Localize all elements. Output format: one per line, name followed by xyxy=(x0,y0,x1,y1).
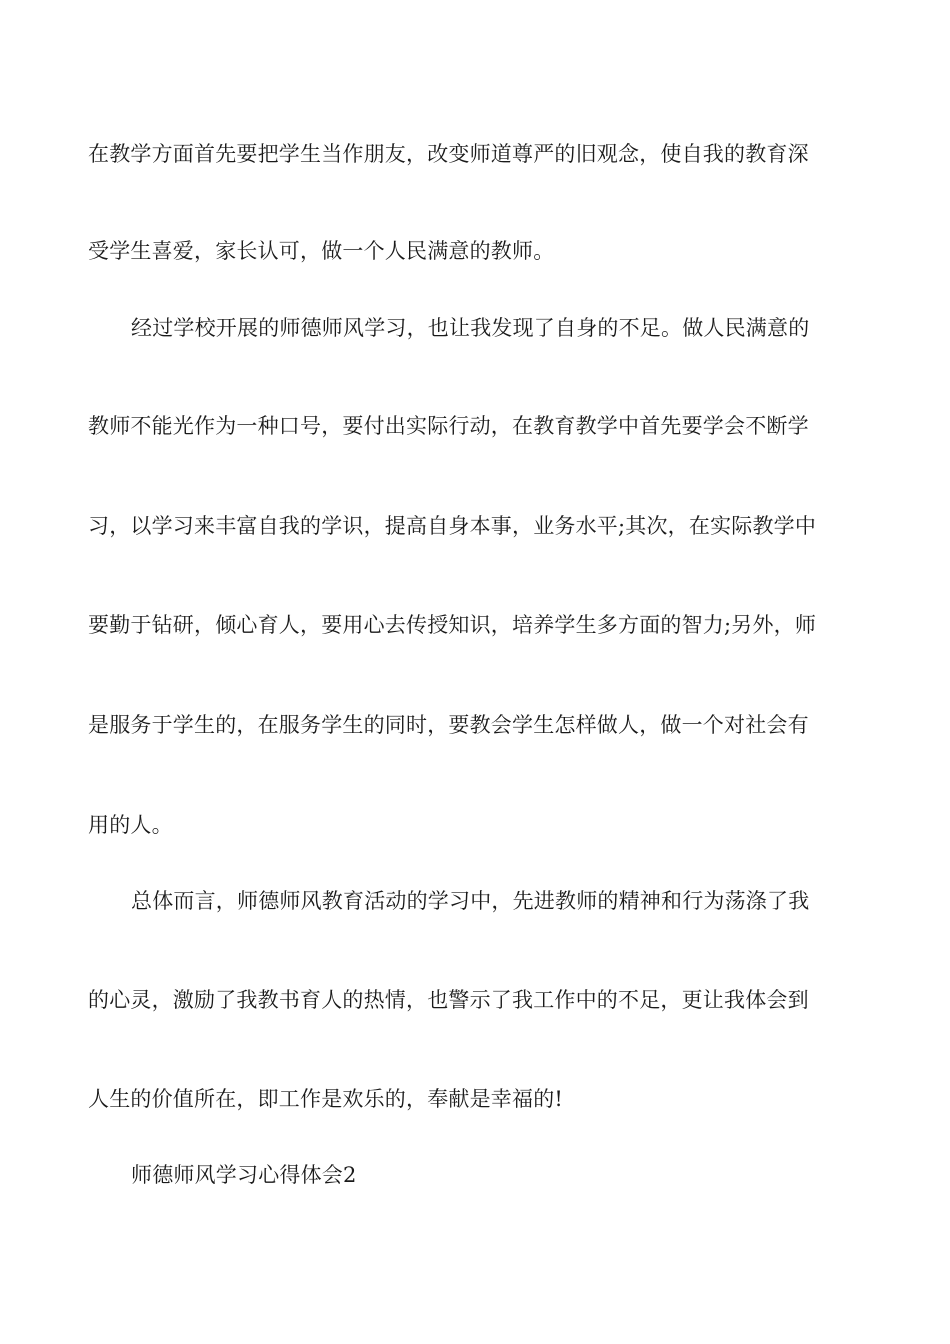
paragraph-3-line-2: 的心灵，激励了我教书育人的热情，也警示了我工作中的不足，更让我体会到 xyxy=(88,988,809,1012)
paragraph-2-line-5: 是服务于学生的，在服务学生的同时，要教会学生怎样做人，做一个对社会有 xyxy=(88,713,809,737)
paragraph-2-line-3: 习，以学习来丰富自我的学识，提高自身本事，业务水平;其次，在实际教学中 xyxy=(88,514,817,538)
paragraph-1-line-1: 在教学方面首先要把学生当作朋友，改变师道尊严的旧观念，使自我的教育深 xyxy=(88,142,809,166)
paragraph-2-line-4: 要勤于钻研，倾心育人，要用心去传授知识，培养学生多方面的智力;另外，师 xyxy=(88,613,817,637)
paragraph-3-line-3: 人生的价值所在，即工作是欢乐的，奉献是幸福的! xyxy=(88,1087,564,1111)
paragraph-2-line-6: 用的人。 xyxy=(88,813,173,837)
paragraph-2-line-2: 教师不能光作为一种口号，要付出实际行动，在教育教学中首先要学会不断学 xyxy=(88,414,809,438)
section-heading: 师德师风学习心得体会2 xyxy=(131,1163,357,1187)
paragraph-3-line-1: 总体而言，师德师风教育活动的学习中，先进教师的精神和行为荡涤了我 xyxy=(131,889,810,913)
paragraph-1-line-2: 受学生喜爱，家长认可，做一个人民满意的教师。 xyxy=(88,239,555,263)
paragraph-2-line-1: 经过学校开展的师德师风学习，也让我发现了自身的不足。做人民满意的 xyxy=(131,316,810,340)
